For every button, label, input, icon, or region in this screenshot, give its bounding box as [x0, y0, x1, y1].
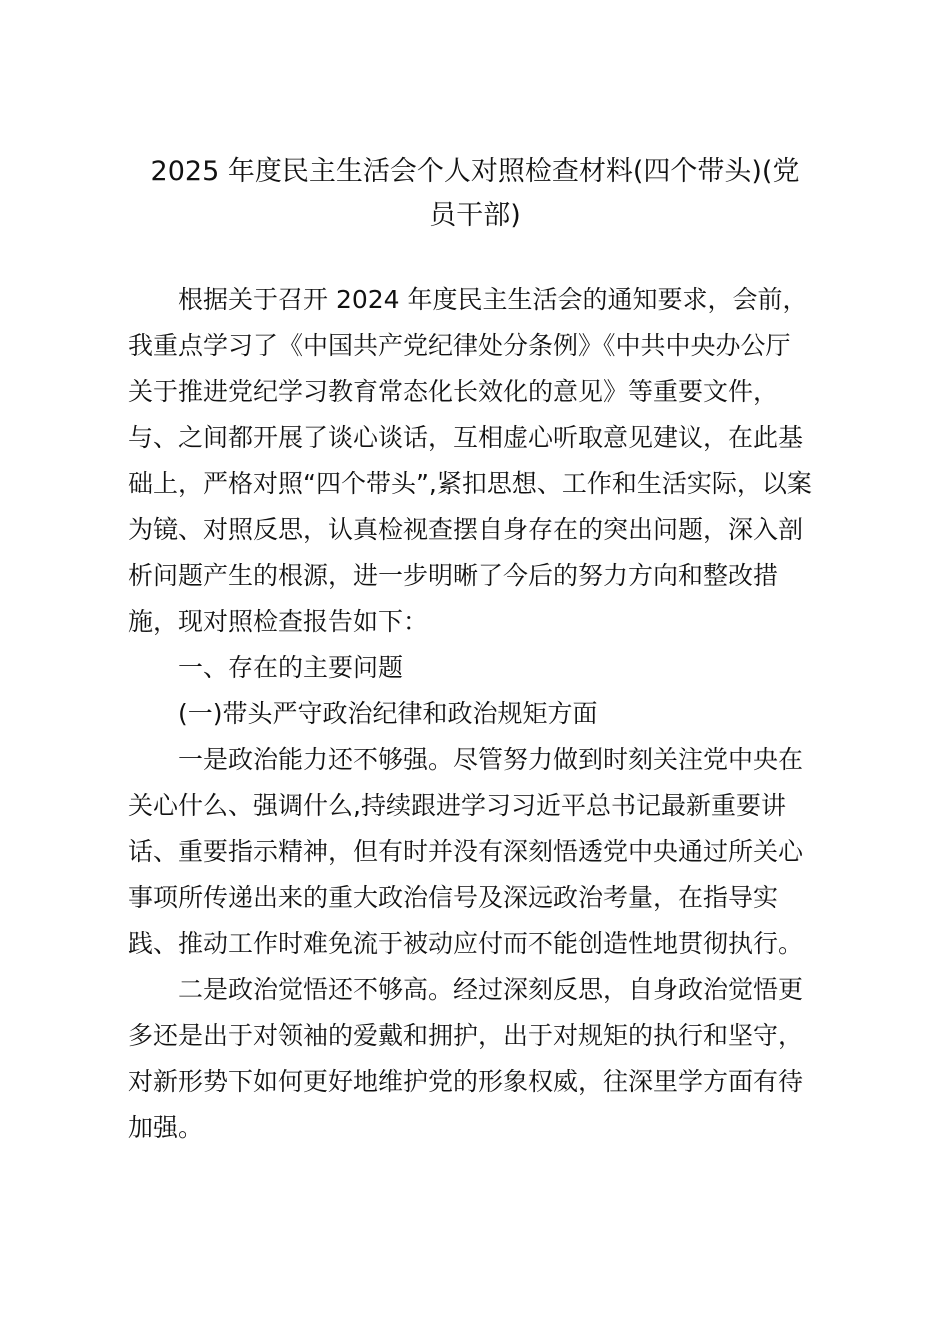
text-line: 析问题产生的根源，进一步明晰了今后的努力方向和整改措 [128, 561, 779, 590]
document-body [128, 277, 828, 1151]
text-line: 为镜、对照反思，认真检视查摆自身存在的突出问题，深入剖 [128, 515, 804, 544]
text-line: 加强。 [128, 1113, 204, 1142]
text-line: 根据关于召开 2024 年度民主生活会的通知要求，会前， [178, 285, 808, 314]
text-line: 我重点学习了《中国共产党纪律处分条例》《中共中央办公厅 [128, 331, 791, 360]
document-title [120, 150, 830, 238]
paragraph-intro [128, 277, 828, 645]
paragraph-point-two [128, 967, 828, 1151]
paragraph-point-one [128, 737, 828, 967]
text-line: 对新形势下如何更好地维护党的形象权威，往深里学方面有待 [128, 1067, 804, 1096]
text-line: 一、存在的主要问题 [178, 653, 404, 682]
text-line: 施，现对照检查报告如下： [128, 607, 429, 636]
text-line: 一是政治能力还不够强。尽管努力做到时刻关注党中央在 [178, 745, 804, 774]
text-line: 多还是出于对领袖的爱戴和拥护，出于对规矩的执行和坚守， [128, 1021, 804, 1050]
text-line: 与、之间都开展了谈心谈话，互相虚心听取意见建议，在此基 [128, 423, 804, 452]
section-heading [128, 645, 828, 691]
text-line: 话、重要指示精神，但有时并没有深刻悟透党中央通过所关心 [128, 837, 804, 866]
text-line: 二是政治觉悟还不够高。经过深刻反思，自身政治觉悟更 [178, 975, 804, 1004]
text-line: 关心什么、强调什么,持续跟进学习习近平总书记最新重要讲 [128, 791, 786, 820]
title-line-1: 2025 年度民主生活会个人对照检查材料(四个带头)(党 [150, 156, 800, 187]
text-line: 践、推动工作时难免流于被动应付而不能创造性地贯彻执行。 [128, 929, 804, 958]
subsection-heading [128, 691, 828, 737]
text-line: 础上，严格对照“四个带头”,紧扣思想、工作和生活实际，以案 [128, 469, 812, 498]
text-line: (一)带头严守政治纪律和政治规矩方面 [178, 699, 598, 728]
title-line-2: 员干部) [429, 200, 521, 231]
text-line: 事项所传递出来的重大政治信号及深远政治考量，在指导实 [128, 883, 779, 912]
text-line: 关于推进党纪学习教育常态化长效化的意见》等重要文件， [128, 377, 779, 406]
